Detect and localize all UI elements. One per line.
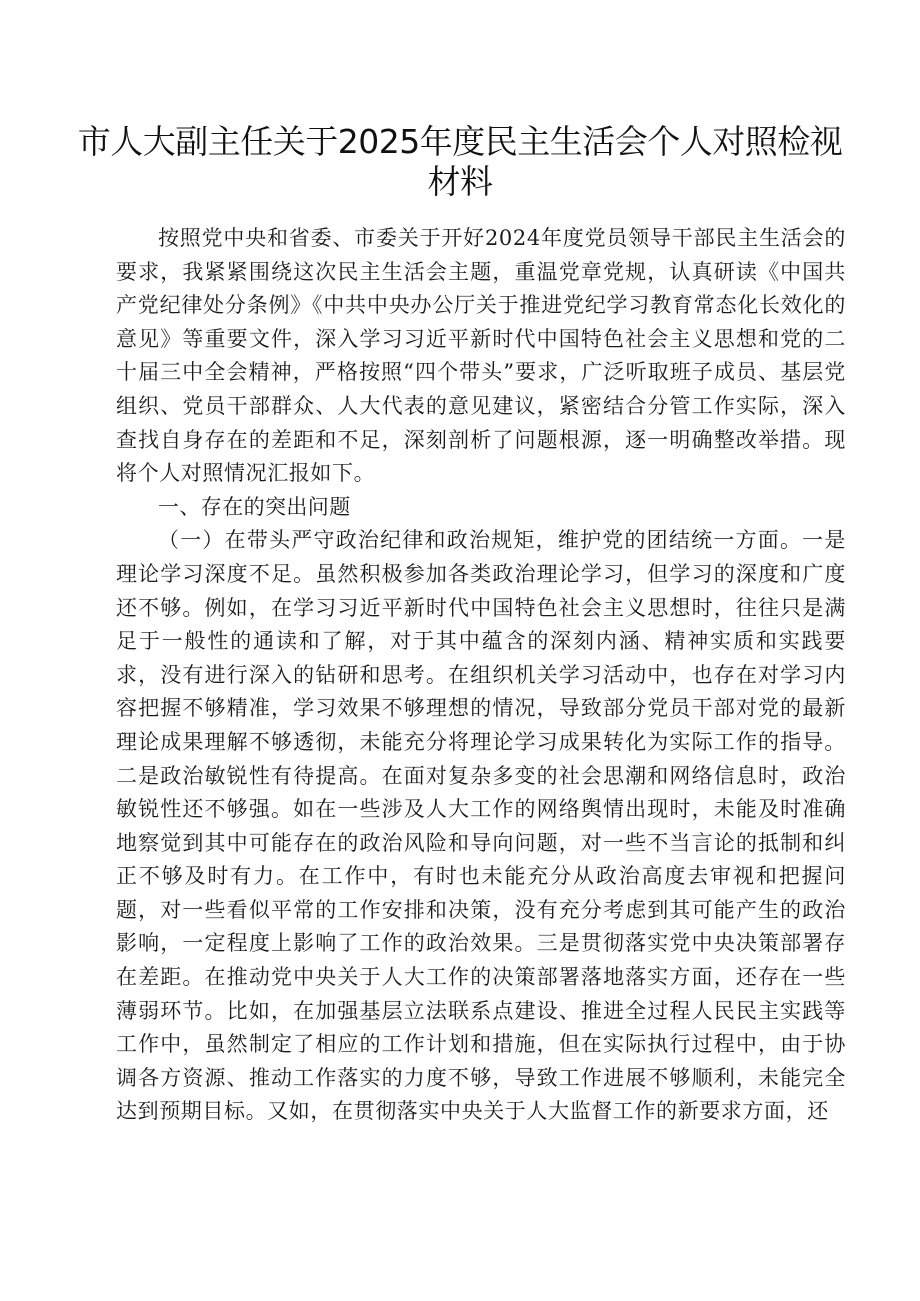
section-heading: 一、存在的突出问题: [158, 494, 351, 519]
section-paragraph: （一）在带头严守政治纪律和政治规矩，维护党的团结统一方面。一是理论学习深度不足。虽然积极参加各类政治理论学习，但学习的深度和广度还不够。例如，在学习习近平新时代中国特色社会主义思想时，往往只是满足于一般性的通读和了解，对于其中蕴含的深刻内涵、精神实质和实践要求，没有进行深入的钻研和思考。在组织机关学习活动中，也存在对学习内容把握不够精准，学习效果不够理想的情况，导致部分党员干部对党的最新理论成果理解不够透彻，未能充分将理论学习成果转化为实际工作的指导。二是政治敏锐性有待提高。在面对复杂多变的社会思潮和网络信息时，政治敏锐性还不够强。如在一些涉及人大工作的网络舆情出现时，未能及时准确地察觉到其中可能存在的政治风险和导向问题，对一些不当言论的抵制和纠正不够及时有力。在工作中，有时也未能充分从政治高度去审视和把握问题，对一些看似平常的工作安排和决策，没有充分考虑到其可能产生的政治影响，一定程度上影响了工作的政治效果。三是贯彻落实党中央决策部署存在差距。在推动党中央关于人大工作的决策部署落地落实方面，还存在一些薄弱环节。比如，在加强基层立法联系点建设、推进全过程人民民主实践等工作中，虽然制定了相应的工作计划和措施，但在实际执行过程中，由于协调各方资源、推动工作落实的力度不够，导致工作进展不够顺利，未能完全达到预期目标。又如，在贯彻落实中央关于人大监督工作的新要求方面，还: [116, 528, 846, 1124]
document-title: 市人大副主任关于2025年度民主生活会个人对照检视材料: [77, 122, 843, 201]
document-body: [116, 222, 846, 1129]
intro-paragraph: 按照党中央和省委、市委关于开好2024年度党员领导干部民主生活会的要求，我紧紧围绕这次民主生活会主题，重温党章党规，认真研读《中国共产党纪律处分条例》《中共中央办公厅关于推进党纪学习教育常态化长效化的意见》等重要文件，深入学习习近平新时代中国特色社会主义思想和党的二十届三中全会精神，严格按照“四个带头”要求，广泛听取班子成员、基层党组织、党员干部群众、人大代表的意见建议，紧密结合分管工作实际，深入查找自身存在的差距和不足，深刻剖析了问题根源，逐一明确整改举措。现将个人对照情况汇报如下。: [116, 226, 846, 486]
